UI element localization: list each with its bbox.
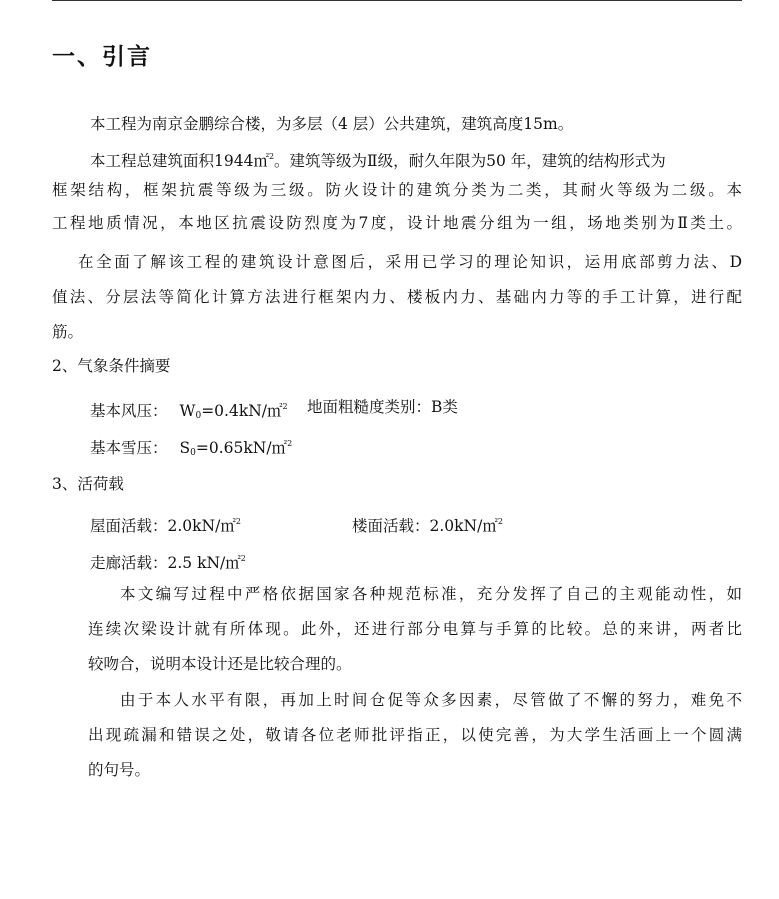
floor-live-load	[352, 512, 503, 536]
wind-subscript: 0	[195, 411, 202, 421]
closing-paragraph-1-line-3: 较吻合，说明本设计还是比较合理的。	[88, 655, 352, 673]
closing-paragraph-2-line-1: 由于本人水平有限，再加上时间仓促等众多因素，尽管做了不懈的努力，难免不	[120, 691, 742, 709]
wind-pressure-row	[90, 397, 288, 426]
roof-live-load	[90, 512, 241, 536]
corridor-live-load-text: 走廊活载：2.5 kN/㎡	[90, 554, 241, 572]
wind-superscript: 2	[282, 402, 288, 411]
snow-superscript: 2	[287, 439, 293, 448]
corridor-live-load	[90, 549, 246, 573]
floor-live-load-text: 楼面活载：2.0kN/㎡	[352, 517, 498, 535]
intro-paragraph-2-line-2: 框架结构，框架抗震等级为三级。防火设计的建筑分类为二类，其耐火等级为二级。本	[52, 181, 742, 199]
weather-section-title: 2、气象条件摘要	[52, 357, 171, 375]
corridor-live-load-superscript: 2	[240, 554, 246, 563]
snow-value: =0.65kN/㎡	[195, 439, 288, 457]
intro-paragraph-1: 本工程为南京金鹏综合楼，为多层（4 层）公共建筑，建筑高度15m。	[90, 115, 574, 133]
intro-paragraph-3-line-3: 筋。	[52, 323, 84, 341]
closing-paragraph-1-line-1: 本文编写过程中严格依据国家各种规范标准，充分发挥了自己的主观能动性，如	[120, 585, 742, 603]
grade-text: 。建筑等级为Ⅱ级，耐久年限为50 年，建筑的结构形式为	[274, 152, 666, 170]
snow-subscript: 0	[190, 448, 196, 458]
snow-symbol: S	[179, 439, 191, 457]
wind-symbol: W	[179, 402, 196, 420]
terrain-roughness: 地面粗糙度类别：B类	[307, 398, 458, 416]
snow-pressure-label: 基本雪压：	[90, 439, 168, 457]
live-load-section-title: 3、活荷载	[52, 475, 124, 493]
roof-live-load-text: 屋面活载：2.0kN/㎡	[90, 517, 236, 535]
roof-live-load-superscript: 2	[235, 517, 241, 526]
snow-pressure-row	[90, 434, 292, 463]
top-rule	[52, 0, 742, 1]
closing-paragraph-2-line-3: 的句号。	[88, 761, 151, 779]
area-text: 本工程总建筑面积1944㎡	[90, 152, 269, 170]
wind-pressure-label: 基本风压：	[90, 402, 168, 420]
intro-paragraph-2-line-1	[90, 147, 742, 171]
intro-paragraph-2-line-3: 工程地质情况，本地区抗震设防烈度为7度，设计地震分组为一组，场地类别为Ⅱ类土。	[52, 214, 742, 232]
intro-paragraph-3-line-1: 在全面了解该工程的建筑设计意图后，采用已学习的理论知识，运用底部剪力法、D	[78, 253, 742, 271]
wind-value: =0.4kN/㎡	[201, 402, 283, 420]
closing-paragraph-2-line-2: 出现疏漏和错误之处，敬请各位老师批评指正，以使完善，为大学生活画上一个圆满	[88, 726, 742, 744]
intro-paragraph-3-line-2: 值法、分层法等简化计算方法进行框架内力、楼板内力、基础内力等的手工计算，进行配	[52, 288, 742, 306]
closing-paragraph-1-line-2: 连续次梁设计就有所体现。此外，还进行部分电算与手算的比较。总的来讲，两者比	[88, 620, 742, 638]
section-heading: 一、引言	[52, 44, 152, 70]
area-superscript: 2	[268, 152, 275, 161]
floor-live-load-superscript: 2	[497, 517, 503, 526]
